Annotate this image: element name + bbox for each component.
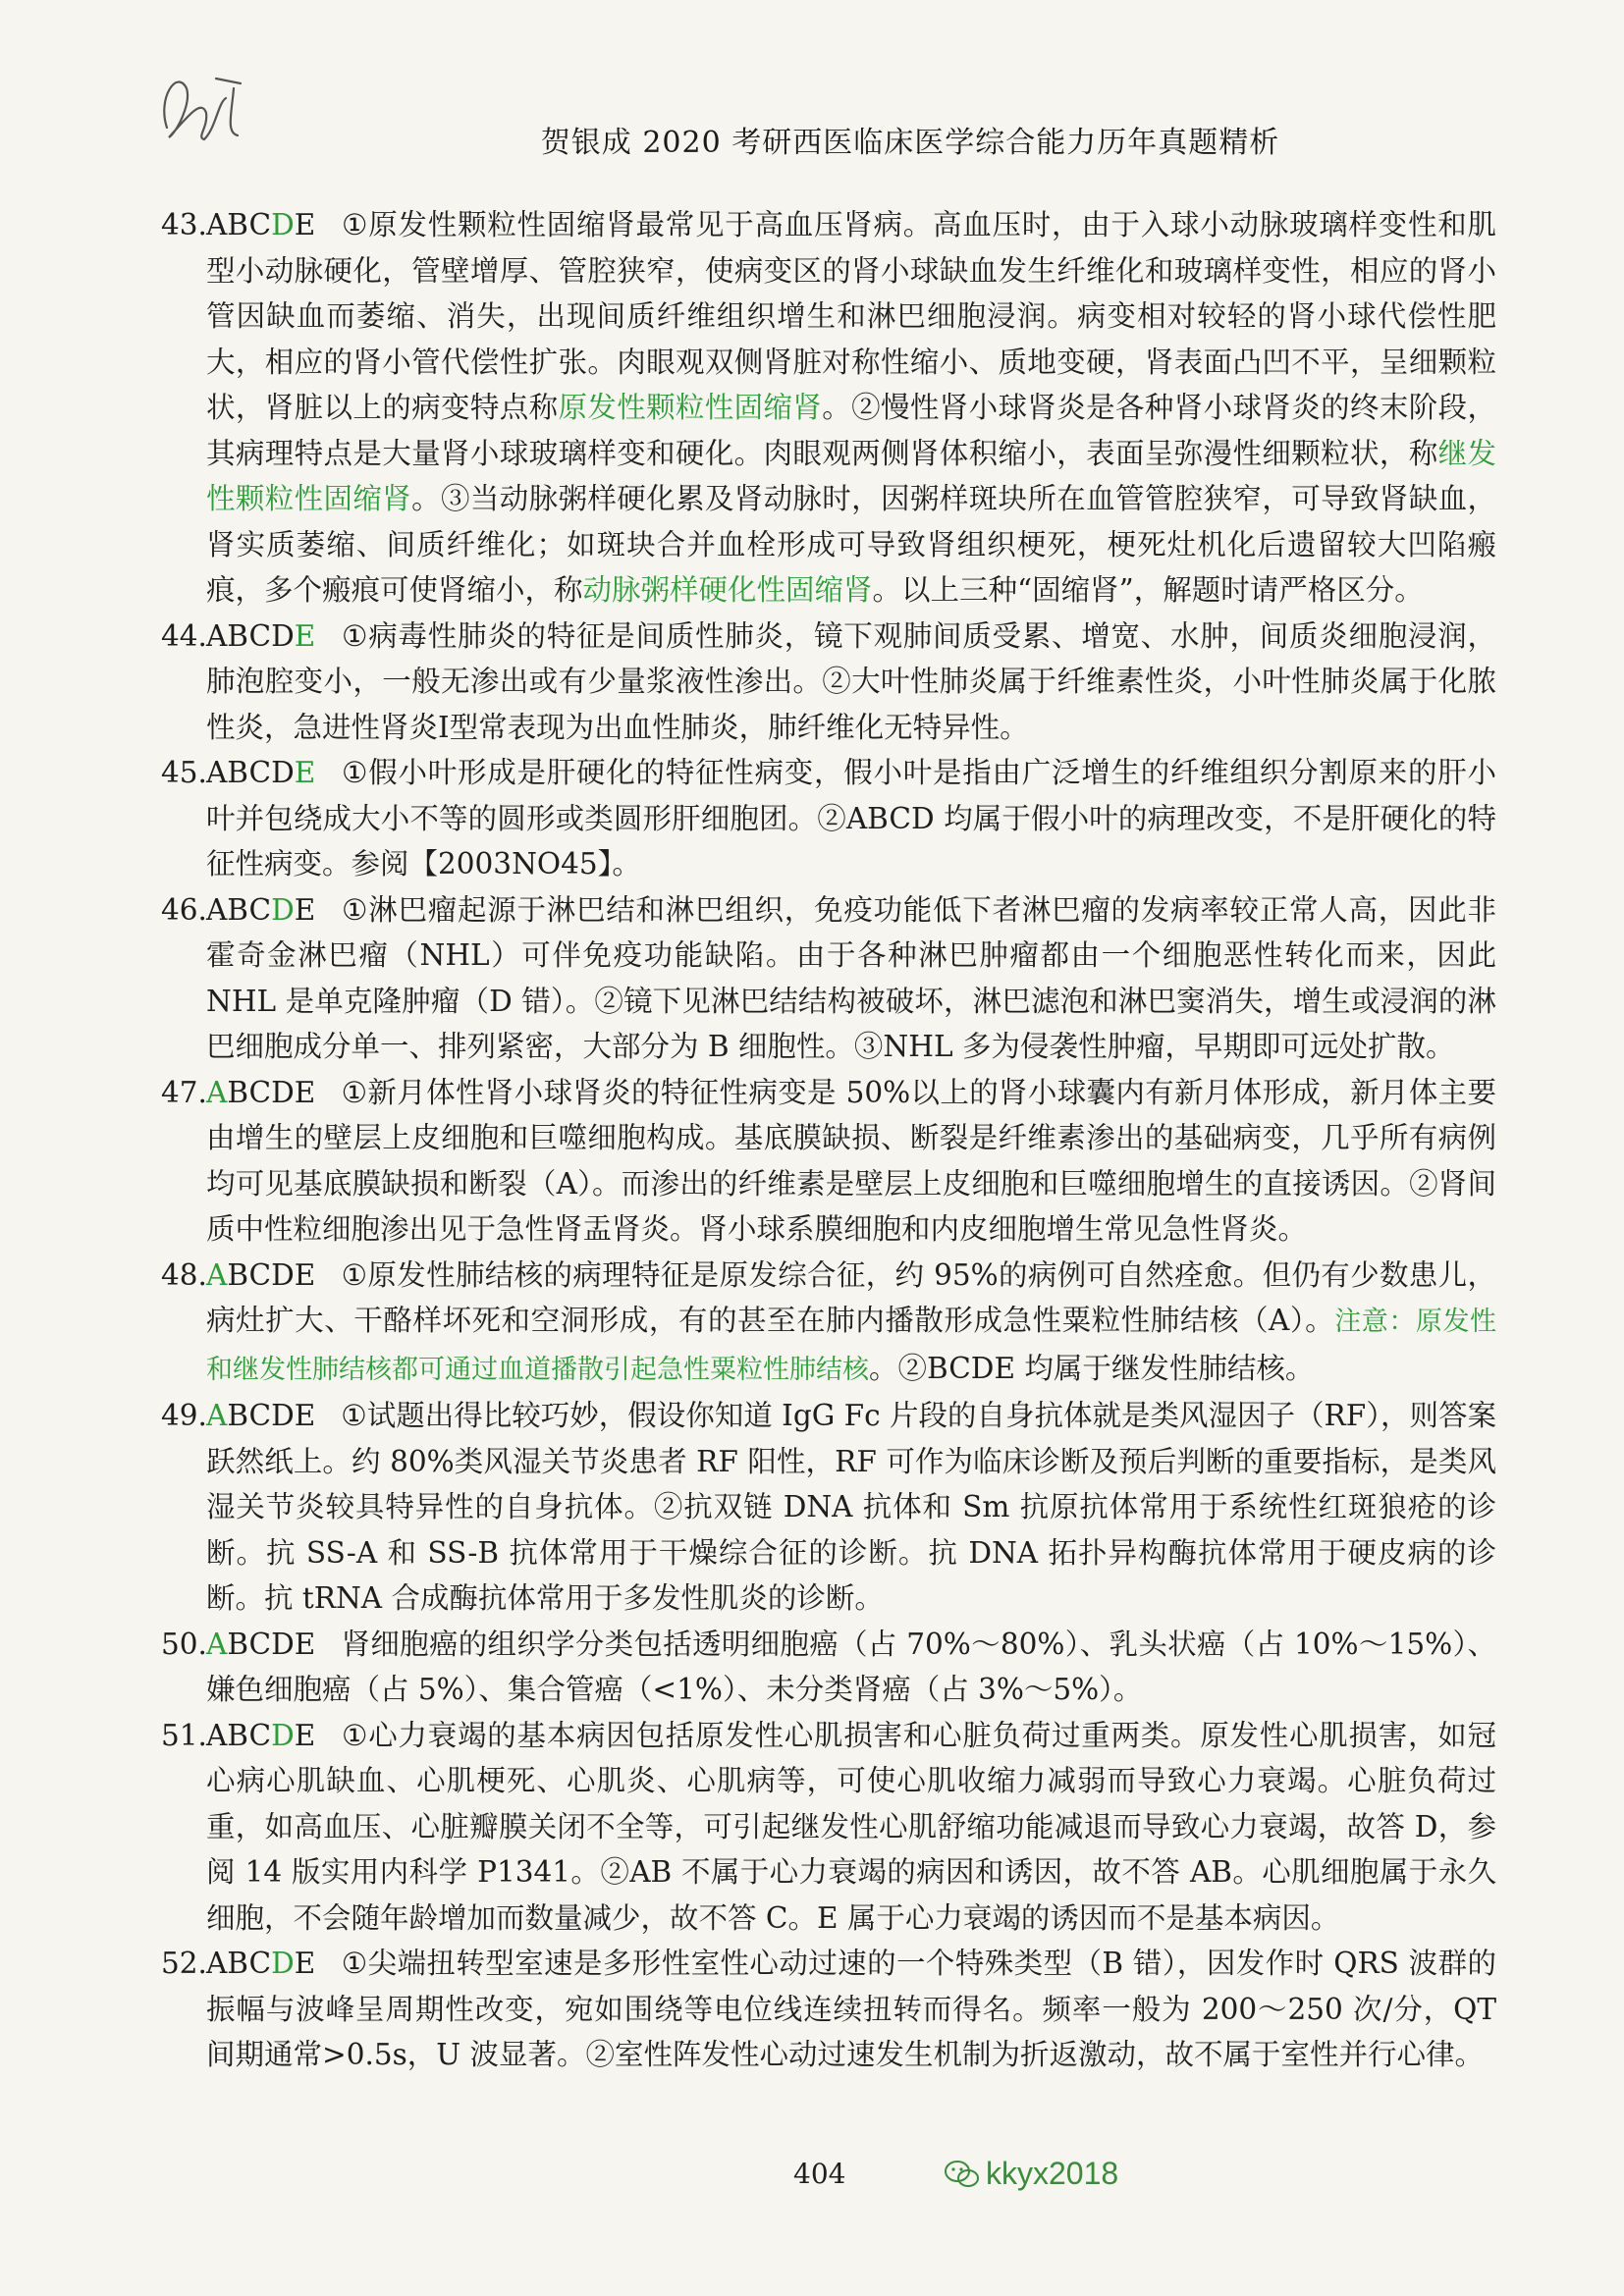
correct-option: E <box>294 756 316 789</box>
correct-option: D <box>271 892 295 927</box>
correct-option: A <box>206 1075 228 1109</box>
question-number: 46. <box>161 892 207 927</box>
answer-list <box>161 202 1496 2078</box>
page-number: 404 <box>793 2158 846 2190</box>
explanation-text: 。以上三种“固缩肾”，解题时请严格区分。 <box>872 573 1424 607</box>
answer-options <box>206 619 315 653</box>
question-number: 45. <box>161 756 207 789</box>
explanation-text: ①原发性颗粒性固缩肾最常见于高血压肾病。高血压时，由于入球小动脉玻璃样变性和肌型小动脉硬化，管壁增厚、管腔狭窄，使病变区的肾小球缺血发生纤维化和玻璃样变性，相应的肾小管因缺血而萎缩、消失，出现间质纤维组织增生和淋巴细胞浸润。病变相对较轻的肾小球代偿性肥大，相应的肾小管代偿性扩张。肉眼观双侧肾脏对称性缩小、质地变硬，肾表面凸凹不平，呈细颗粒状，肾脏以上的病变特点称 <box>206 208 1496 424</box>
answer-item <box>161 887 1496 1070</box>
explanation-text: 。③当动脉粥样硬化累及肾动脉时，因粥样斑块所在血管管腔狭窄，可导致肾缺血，肾实质萎缩、间质纤维化；如斑块合并血栓形成可导致肾组织梗死，梗死灶机化后遗留较大凹陷瘢痕，多个瘢痕可使肾缩小，称 <box>206 482 1496 607</box>
option-letters: BCDE <box>227 1399 316 1432</box>
explanation-text: ①病毒性肺炎的特征是间质性肺炎，镜下观肺间质受累、增宽、水肿，间质炎细胞浸润，肺泡腔变小，一般无渗出或有少量浆液性渗出。②大叶性肺炎属于纤维素性炎，小叶性肺炎属于化脓性炎，急进性肾炎Ⅰ型常表现为出血性肺炎，肺纤维化无特异性。 <box>206 618 1496 744</box>
explanation-text: ①新月体性肾小球肾炎的特征性病变是 50%以上的肾小球囊内有新月体形成，新月体主要由增生的壁层上皮细胞和巨噬细胞构成。基底膜缺损、断裂是纤维素渗出的基础病变，几乎所有病例均可见基底膜缺损和断裂（A）。而渗出的纤维素是壁层上皮细胞和巨噬细胞增生的直接诱因。②肾间质中性粒细胞渗出见于急性肾盂肾炎。肾小球系膜细胞和内皮细胞增生常见急性肾炎。 <box>206 1075 1496 1246</box>
option-letters: E <box>294 1947 316 1980</box>
explanation-text: 。②BCDE 均属于继发性肺结核。 <box>869 1351 1315 1385</box>
correct-option: A <box>206 1257 228 1292</box>
option-letters: ABCD <box>206 618 295 653</box>
question-number: 50. <box>161 1627 207 1661</box>
highlighted-note: 注意：原发性和继发性肺结核都可通过血道播散引起急性粟粒性肺结核 <box>206 1307 1496 1385</box>
question-number: 43. <box>161 208 207 241</box>
correct-option: D <box>271 1718 295 1752</box>
answer-item <box>161 750 1496 887</box>
answer-options <box>206 208 315 241</box>
question-number: 51. <box>161 1718 207 1752</box>
explanation-text: ①试题出得比较巧妙，假设你知道 IgG Fc 片段的自身抗体就是类风湿因子（RF），则答案跃然纸上。约 80%类风湿关节炎患者 RF 阳性，RF 可作为临床诊断及预后判断的重要指标，是类风湿关节炎较具特异性的自身抗体。②抗双链 DNA 抗体和 Sm 抗原抗体常用于系统性红斑狼疮的诊断。抗 SS-A 和 SS-B 抗体常用于干燥综合征的诊断。抗 DNA 拓扑异构酶抗体常用于硬皮病的诊断。抗 tRNA 合成酶抗体常用于多发性肌炎的诊断。 <box>206 1399 1496 1615</box>
option-letters: E <box>294 208 316 241</box>
highlighted-term: 继发性颗粒性固缩肾 <box>206 436 1496 515</box>
answer-item <box>161 1713 1496 1942</box>
option-letters: ABC <box>206 208 272 241</box>
explanation-text: ①原发性肺结核的病理特征是原发综合征，约 95%的病例可自然痊愈。但仍有少数患儿，病灶扩大、干酪样坏死和空洞形成，有的甚至在肺内播散形成急性粟粒性肺结核（A）。 <box>206 1257 1496 1337</box>
answer-options <box>206 1399 315 1432</box>
answer-item <box>161 1253 1496 1394</box>
option-letters: BCDE <box>227 1627 316 1661</box>
explanation-text: ①淋巴瘤起源于淋巴结和淋巴组织，免疫功能低下者淋巴瘤的发病率较正常人高，因此非霍奇金淋巴瘤（NHL）可伴免疫功能缺陷。由于各种淋巴肿瘤都由一个细胞恶性转化而来，因此 NHL 是单克隆肿瘤（D 错）。②镜下见淋巴结结构被破坏，淋巴滤泡和淋巴窦消失，增生或浸润的淋巴细胞成分单一、排列紧密，大部分为 B 细胞性。③NHL 多为侵袭性肿瘤，早期即可远处扩散。 <box>206 892 1496 1063</box>
correct-option: A <box>206 1399 228 1432</box>
option-letters: ABC <box>206 1718 272 1752</box>
answer-item <box>161 1622 1496 1713</box>
explanation-text: ①假小叶形成是肝硬化的特征性病变，假小叶是指由广泛增生的纤维组织分割原来的肝小叶并包绕成大小不等的圆形或类圆形肝细胞团。②ABCD 均属于假小叶的病理改变，不是肝硬化的特征性病变。参阅【2003NO45】。 <box>206 756 1496 881</box>
question-number: 48. <box>161 1257 207 1292</box>
correct-option: E <box>294 618 316 653</box>
answer-item <box>161 1393 1496 1622</box>
correct-option: D <box>271 1947 295 1980</box>
correct-option: A <box>206 1627 228 1661</box>
question-number: 49. <box>161 1399 207 1432</box>
watermark <box>943 2156 1118 2192</box>
question-number: 44. <box>161 618 207 653</box>
option-letters: E <box>294 1718 316 1752</box>
answer-options <box>206 1947 315 1980</box>
option-letters: E <box>294 892 316 927</box>
answer-options <box>206 1076 315 1109</box>
correct-option: D <box>271 208 295 241</box>
question-number: 47. <box>161 1075 207 1109</box>
answer-options <box>206 756 315 789</box>
watermark-text: kkyx2018 <box>986 2156 1119 2191</box>
question-number: 52. <box>161 1947 207 1980</box>
option-letters: ABCD <box>206 756 295 789</box>
explanation-text: ①心力衰竭的基本病因包括原发性心肌损害和心脏负荷过重两类。原发性心肌损害，如冠心病心肌缺血、心肌梗死、心肌炎、心肌病等，可使心肌收缩力减弱而导致心力衰竭。心脏负荷过重，如高血压、心脏瓣膜关闭不全等，可引起继发性心肌舒缩功能减退而导致心力衰竭，故答 D，参阅 14 版实用内科学 P1341。②AB 不属于心力衰竭的病因和诱因，故不答 AB。心肌细胞属于永久细胞，不会随年龄增加而数量减少，故不答 C。E 属于心力衰竭的诱因而不是基本病因。 <box>206 1718 1496 1935</box>
option-letters: ABC <box>206 892 272 927</box>
answer-item <box>161 1941 1496 2078</box>
wechat-icon <box>943 2159 982 2190</box>
answer-item <box>161 202 1496 614</box>
answer-options <box>206 1719 315 1752</box>
answer-options <box>206 893 315 927</box>
answer-item <box>161 614 1496 751</box>
highlighted-term: 原发性颗粒性固缩肾 <box>558 391 823 424</box>
option-letters: ABC <box>206 1947 272 1980</box>
highlighted-term: 动脉粥样硬化性固缩肾 <box>582 573 873 607</box>
answer-options <box>206 1628 315 1661</box>
option-letters: BCDE <box>227 1257 316 1292</box>
option-letters: BCDE <box>227 1075 316 1109</box>
explanation-text: 肾细胞癌的组织学分类包括透明细胞癌（占 70%～80%）、乳头状癌（占 10%～15%）、嫌色细胞癌（占 5%）、集合管癌（<1%）、未分类肾癌（占 3%～5%）。 <box>206 1627 1496 1706</box>
explanation-text: ①尖端扭转型室速是多形性室性心动过速的一个特殊类型（B 错），因发作时 QRS 波群的振幅与波峰呈周期性改变，宛如围绕等电位线连续扭转而得名。频率一般为 200～250 次/分，QT 间期通常>0.5s，U 波显著。②室性阵发性心动过速发生机制为折返激动，故不属于室性并行心律。 <box>206 1947 1496 2071</box>
page-header-title: 贺银成 2020 考研西医临床医学综合能力历年真题精析 <box>540 126 1280 160</box>
answer-options <box>206 1258 315 1292</box>
explanation-text: 。②慢性肾小球肾炎是各种肾小球肾炎的终末阶段，其病理特点是大量肾小球玻璃样变和硬化。肉眼观两侧肾体积缩小，表面呈弥漫性细颗粒状，称 <box>206 391 1496 470</box>
answer-item <box>161 1070 1496 1253</box>
